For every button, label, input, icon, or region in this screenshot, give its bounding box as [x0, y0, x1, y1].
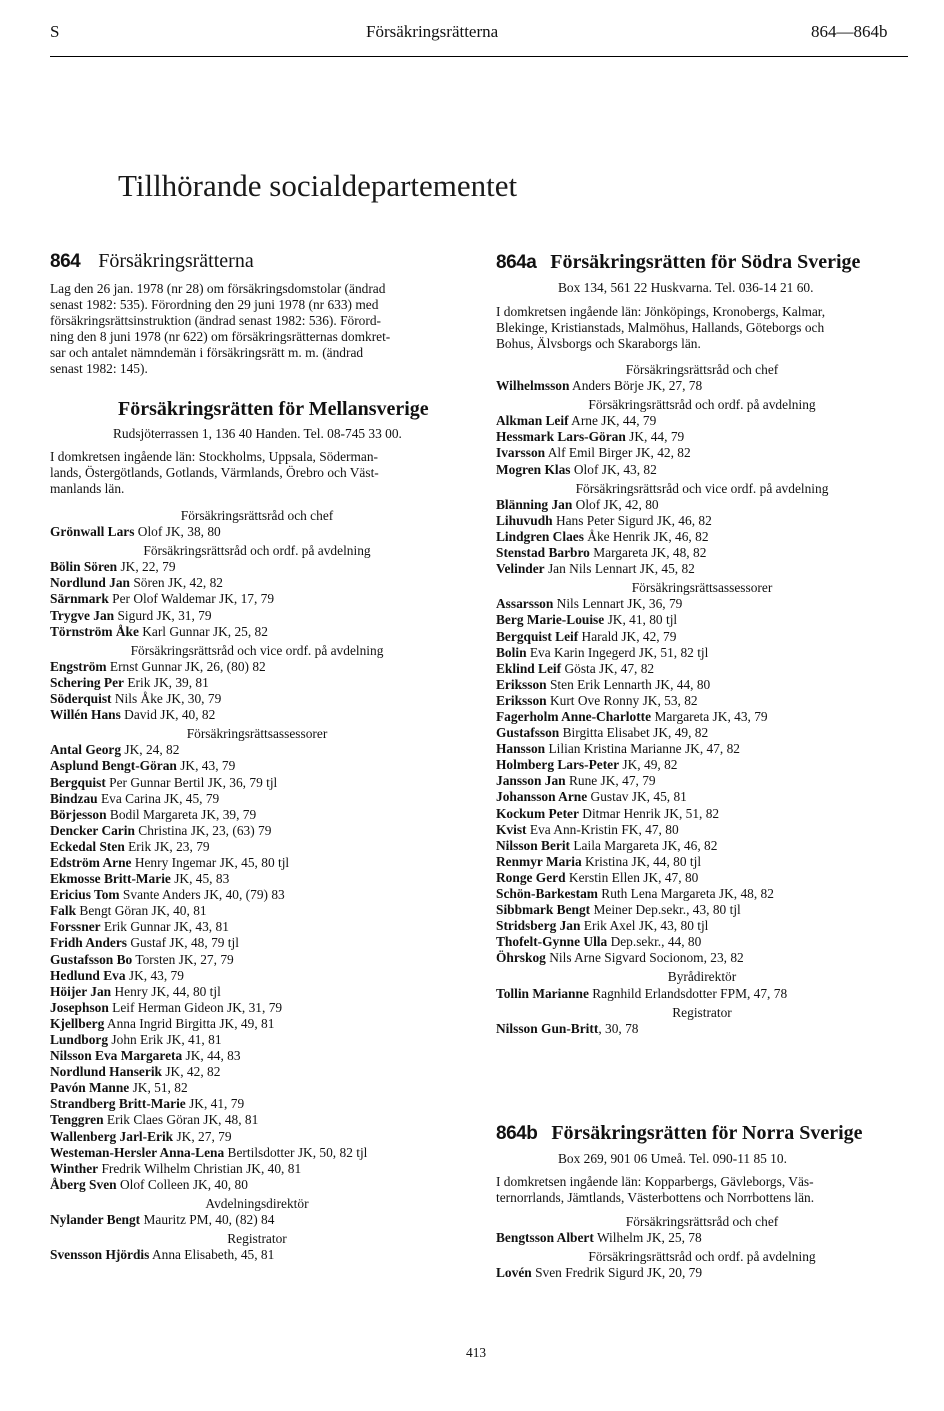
section-864a-number: 864a — [496, 252, 537, 273]
staff-entry-details: Ragnhild Erlandsdotter FPM, 47, 78 — [588, 985, 788, 1001]
staff-entry-name: Kvist — [496, 821, 527, 837]
staff-group — [496, 362, 908, 394]
staff-entry — [50, 659, 464, 675]
staff-entry-details: Dep.sekr., 44, 80 — [607, 934, 702, 950]
staff-entry — [496, 789, 908, 805]
staff-entry-details: Olof Colleen JK, 40, 80 — [116, 1176, 248, 1192]
staff-entry — [50, 807, 464, 823]
staff-entry-name: Johansson Arne — [496, 789, 588, 805]
staff-entry-details: Alf Emil Birger JK, 42, 82 — [545, 445, 691, 461]
mellan-staff — [50, 508, 464, 1266]
staff-group — [50, 726, 464, 1193]
staff-entry-name: Forssner — [50, 919, 101, 935]
staff-entry — [50, 1096, 464, 1112]
staff-entry — [50, 1161, 464, 1177]
staff-entry — [50, 675, 464, 691]
staff-entry — [50, 1016, 464, 1032]
staff-entry-details: Nils Åke JK, 30, 79 — [111, 691, 222, 707]
staff-entry-name: Höijer Jan — [50, 983, 112, 999]
staff-entry-details: Ditmar Henrik JK, 51, 82 — [578, 805, 720, 821]
staff-entry-name: Edström Arne — [50, 854, 132, 870]
staff-entry — [496, 822, 908, 838]
staff-entry-name: Bindzau — [50, 790, 98, 806]
staff-group-title: Försäkringsrättsråd och chef — [625, 1214, 779, 1229]
staff-entry-details: Nils Arne Sigvard Socionom, 23, 82 — [545, 950, 744, 966]
section-864b-title: Försäkringsrätten för Norra Sverige — [551, 1122, 863, 1144]
staff-entry — [496, 545, 908, 561]
staff-entry-name: Blänning Jan — [496, 496, 573, 512]
s864a-district — [496, 304, 908, 352]
staff-entry-details: Åke Henrik JK, 46, 82 — [583, 528, 709, 544]
staff-entry-details: Bodil Margareta JK, 39, 79 — [106, 806, 257, 822]
staff-entry-name: Schön-Barkestam — [496, 886, 598, 901]
staff-group — [50, 543, 464, 640]
staff-entry-details: Rune JK, 47, 79 — [565, 773, 656, 789]
staff-entry — [496, 902, 908, 918]
staff-entry-details: Bertilsdotter JK, 50, 82 tjl — [224, 1144, 368, 1160]
staff-entry-details: Hans Peter Sigurd JK, 46, 82 — [552, 512, 712, 528]
staff-group-title: Försäkringsrättsråd och chef — [180, 508, 334, 523]
staff-group-title: Försäkringsrättsassessorer — [186, 726, 328, 742]
s864a-district-line: I domkretsen ingående län: Jönköpings, Kronobergs, Kalmar, — [496, 304, 826, 319]
staff-entry-name: Stenstad Barbro — [496, 545, 590, 561]
staff-entry — [50, 935, 464, 951]
staff-entry-name: Nylander Bengt — [50, 1212, 141, 1228]
staff-entry-details: Mauritz PM, 40, (82) 84 — [140, 1212, 275, 1228]
staff-entry-name: Söderquist — [50, 691, 112, 707]
staff-group-title: Försäkringsrättsråd och vice ordf. på avdelning — [130, 642, 384, 658]
staff-entry-details: Fredrik Wilhelm Christian JK, 40, 81 — [98, 1160, 302, 1176]
staff-entry-details: , 30, 78 — [598, 1020, 639, 1036]
staff-entry — [496, 870, 908, 886]
staff-entry-name: Ericius Tom — [50, 887, 120, 903]
staff-entry-name: Assarsson — [496, 596, 554, 612]
staff-entry — [496, 741, 908, 757]
staff-entry-name: Svensson Hjördis — [50, 1247, 150, 1263]
staff-entry-details: Wilhelm JK, 25, 78 — [593, 1230, 702, 1246]
staff-entry — [496, 950, 908, 966]
section-864-intro-line: senast 1982: 535). Förordning den 29 juni 1978 (nr 633) med — [50, 297, 379, 312]
staff-entry-details: John Erik JK, 41, 81 — [108, 1032, 222, 1047]
staff-group — [50, 1196, 464, 1228]
staff-group — [50, 1231, 464, 1263]
running-header-title: Försäkringsrätterna — [366, 22, 499, 41]
staff-group-title: Försäkringsrättsråd och chef — [625, 362, 779, 377]
staff-entry-name: Willén Hans — [50, 707, 121, 723]
staff-entry-details: JK, 44, 79 — [625, 429, 685, 445]
staff-entry-name: Nilsson Berit — [496, 837, 571, 853]
staff-entry — [496, 986, 908, 1002]
staff-entry-name: Ekmosse Britt-Marie — [50, 871, 171, 887]
staff-entry-details: Sten Erik Lennarth JK, 44, 80 — [546, 676, 711, 692]
staff-entry — [496, 497, 908, 513]
section-864b-heading — [496, 1122, 863, 1145]
staff-entry-details: Olof JK, 42, 80 — [572, 496, 659, 512]
staff-entry — [496, 529, 908, 545]
staff-entry-details: JK, 44, 83 — [182, 1048, 241, 1064]
staff-entry-name: Nordlund Hanserik — [50, 1064, 162, 1080]
page-number: 413 — [466, 1345, 487, 1360]
staff-entry-name: Bergquist Leif — [496, 628, 579, 644]
staff-entry-details: Sören JK, 42, 82 — [130, 575, 224, 591]
mellan-district-line: I domkretsen ingående län: Stockholms, Uppsala, Söderman- — [50, 449, 378, 464]
staff-entry — [50, 775, 464, 791]
staff-entry — [50, 1080, 464, 1096]
staff-entry-details: Ernst Gunnar JK, 26, (80) 82 — [106, 658, 266, 674]
staff-entry-details: Erik JK, 39, 81 — [124, 674, 209, 690]
staff-entry-name: Asplund Bengt-Göran — [50, 758, 177, 774]
section-864-number: 864 — [50, 251, 81, 272]
staff-entry — [496, 629, 908, 645]
staff-entry-details: Margareta JK, 43, 79 — [651, 708, 768, 724]
staff-entry-name: Bölin Sören — [50, 559, 118, 575]
staff-entry — [496, 429, 908, 445]
section-864-intro-line: sar och antalet nämndemän i försäkringsrätt m. m. (ändrad — [50, 345, 364, 360]
mellan-district-line: lands, Östergötlands, Gotlands, Värmlands, Örebro och Väst- — [50, 465, 379, 480]
staff-entry — [50, 903, 464, 919]
section-864-intro-line: försäkringsrättsinstruktion (ändrad senast 1982: 536). Förord- — [50, 313, 381, 328]
s864a-district-line: Bohus, Älvsborgs och Skaraborgs län. — [496, 336, 701, 351]
staff-entry — [50, 919, 464, 935]
staff-entry-name: Stridsberg Jan — [496, 918, 581, 934]
staff-entry-name: Eriksson — [496, 692, 547, 708]
staff-entry — [496, 677, 908, 693]
staff-entry-name: Wallenberg Jarl-Erik — [50, 1128, 174, 1144]
staff-entry-name: Öhrskog — [496, 950, 546, 966]
staff-entry-name: Velinder — [496, 561, 545, 577]
staff-entry-details: Per Gunnar Bertil JK, 36, 79 tjl — [105, 774, 278, 790]
staff-entry-name: Kockum Peter — [496, 805, 579, 821]
running-header-pages: 864—864b — [811, 22, 888, 41]
staff-entry-details: Sigurd JK, 31, 79 — [114, 607, 212, 623]
staff-entry-details: Kurt Ove Ronny JK, 53, 82 — [546, 692, 698, 708]
staff-group — [50, 508, 464, 540]
staff-entry-details: Nils Lennart JK, 36, 79 — [553, 596, 683, 612]
staff-entry-details: JK, 41, 79 — [185, 1096, 245, 1112]
staff-entry-name: Ronge Gerd — [496, 869, 566, 885]
staff-entry — [50, 1145, 464, 1161]
staff-group — [496, 397, 908, 477]
staff-entry-name: Josephson — [50, 999, 109, 1015]
staff-entry-details: Henry JK, 44, 80 tjl — [111, 983, 221, 999]
staff-entry — [50, 823, 464, 839]
staff-entry-details: Arne JK, 44, 79 — [568, 413, 657, 429]
section-864-heading — [50, 250, 254, 273]
staff-entry-name: Jansson Jan — [496, 773, 566, 789]
section-864-intro-line: Lag den 26 jan. 1978 (nr 28) om försäkringsdomstolar (ändrad — [50, 281, 386, 296]
staff-entry-details: Laila Margareta JK, 46, 82 — [570, 837, 718, 853]
staff-entry-details: Eva Carina JK, 45, 79 — [97, 790, 220, 806]
staff-entry — [50, 1112, 464, 1128]
staff-group — [496, 481, 908, 578]
staff-entry-name: Schering Per — [50, 674, 125, 690]
mellan-district — [50, 449, 464, 497]
staff-entry-name: Grönwall Lars — [50, 524, 135, 540]
staff-entry-details: Erik Claes Göran JK, 48, 81 — [103, 1112, 259, 1128]
staff-entry-name: Eriksson — [496, 676, 547, 692]
staff-entry — [496, 838, 908, 854]
staff-entry-name: Sibbmark Bengt — [496, 902, 591, 918]
mellan-address: Rudsjöterrassen 1, 136 40 Handen. Tel. 08-745 33 00. — [113, 426, 402, 441]
staff-entry — [50, 591, 464, 607]
staff-group — [496, 1249, 908, 1281]
staff-entry — [50, 855, 464, 871]
staff-entry-details: Per Olof Waldemar JK, 17, 79 — [108, 591, 275, 607]
staff-entry-name: Ivarsson — [496, 445, 546, 461]
staff-entry — [496, 854, 908, 870]
staff-entry-name: Trygve Jan — [50, 607, 115, 623]
staff-entry-name: Winther — [50, 1160, 99, 1176]
staff-entry — [50, 968, 464, 984]
staff-entry-name: Nilsson Eva Margareta — [50, 1048, 183, 1064]
staff-entry-name: Westeman-Hersler Anna-Lena — [50, 1144, 225, 1160]
staff-entry — [496, 661, 908, 677]
section-864-intro-line: ning den 8 juni 1978 (nr 622) om försäkringsrätternas domkret- — [50, 329, 391, 344]
staff-entry-name: Tenggren — [50, 1112, 104, 1128]
staff-entry-name: Holmberg Lars-Peter — [496, 757, 620, 773]
s864b-staff — [496, 1214, 908, 1284]
staff-entry-name: Hedlund Eva — [50, 967, 126, 983]
staff-entry-details: Anders Börje JK, 27, 78 — [569, 378, 703, 394]
staff-group — [496, 969, 908, 1001]
staff-entry-details: Henry Ingemar JK, 45, 80 tjl — [131, 854, 290, 870]
staff-entry — [50, 839, 464, 855]
staff-entry-name: Nilsson Gun-Britt — [496, 1020, 599, 1036]
staff-entry — [50, 871, 464, 887]
staff-entry — [496, 413, 908, 429]
staff-entry — [50, 559, 464, 575]
staff-entry — [50, 1064, 464, 1080]
staff-entry-name: Särnmark — [50, 591, 109, 607]
section-864a-title: Försäkringsrätten för Södra Sverige — [550, 251, 861, 273]
staff-entry-name: Bolin — [496, 644, 527, 660]
staff-entry-name: Berg Marie-Louise — [496, 612, 605, 628]
s864a-district-line: Blekinge, Kristianstads, Malmöhus, Hallands, Göteborgs och — [496, 320, 825, 335]
staff-entry-name: Pavón Manne — [50, 1080, 130, 1096]
section-864-title: Försäkringsrätterna — [98, 250, 254, 272]
staff-entry — [496, 693, 908, 709]
staff-entry — [50, 791, 464, 807]
staff-entry-name: Thofelt-Gynne Ulla — [496, 934, 608, 950]
staff-entry — [496, 709, 908, 725]
staff-entry — [496, 378, 908, 394]
staff-entry-details: Erik JK, 23, 79 — [124, 838, 210, 854]
staff-entry-details: Erik Gunnar JK, 43, 81 — [100, 919, 229, 935]
staff-entry — [50, 1212, 464, 1228]
staff-entry-details: Eva Ann-Kristin FK, 47, 80 — [526, 821, 679, 837]
staff-entry-name: Eckedal Sten — [50, 838, 125, 854]
staff-entry-details: Jan Nils Lennart JK, 45, 82 — [544, 561, 695, 577]
staff-entry-details: JK, 41, 80 tjl — [604, 612, 678, 628]
staff-entry-details: JK, 27, 79 — [173, 1128, 232, 1144]
staff-entry — [496, 806, 908, 822]
staff-entry — [496, 725, 908, 741]
mellan-title: Försäkringsrätten för Mellansverige — [118, 398, 429, 420]
staff-entry-details: JK, 49, 82 — [619, 757, 678, 773]
staff-entry-name: Nordlund Jan — [50, 575, 131, 591]
section-864b-number: 864b — [496, 1123, 538, 1144]
staff-entry-details: Kerstin Ellen JK, 47, 80 — [565, 869, 699, 885]
staff-entry-details: JK, 45, 83 — [170, 871, 230, 887]
staff-entry-name: Bergquist — [50, 774, 106, 790]
staff-entry — [50, 608, 464, 624]
staff-entry-details: Christina JK, 23, (63) 79 — [134, 822, 272, 838]
staff-entry-details: Karl Gunnar JK, 25, 82 — [138, 623, 268, 639]
staff-entry-name: Lundborg — [50, 1032, 109, 1047]
staff-group — [496, 1005, 908, 1037]
staff-entry — [496, 1265, 908, 1281]
running-header-left: S — [50, 22, 60, 41]
staff-entry — [50, 1247, 464, 1263]
staff-entry — [50, 524, 464, 540]
staff-group — [496, 1214, 908, 1246]
staff-entry-details: David JK, 40, 82 — [120, 707, 216, 723]
staff-entry — [496, 934, 908, 950]
mellan-district-line: manlands län. — [50, 481, 125, 496]
staff-entry-name: Åberg Sven — [50, 1176, 117, 1192]
staff-group-title: Registrator — [672, 1004, 732, 1020]
staff-group-title: Försäkringsrättsråd och ordf. på avdelning — [588, 397, 816, 413]
staff-entry — [496, 645, 908, 661]
staff-group — [496, 580, 908, 966]
section-864-intro-line: senast 1982: 145). — [50, 361, 148, 376]
staff-entry-name: Dencker Carin — [50, 822, 135, 838]
staff-entry — [50, 575, 464, 591]
staff-entry — [496, 918, 908, 934]
staff-entry-details: Margareta JK, 48, 82 — [589, 545, 707, 561]
staff-entry-name: Tollin Marianne — [496, 985, 589, 1001]
staff-group-title: Försäkringsrättsassessorer — [631, 580, 773, 596]
staff-entry — [50, 1032, 464, 1048]
staff-entry — [50, 624, 464, 640]
staff-entry-details: JK, 42, 82 — [162, 1064, 221, 1080]
staff-entry-details: Leif Herman Gideon JK, 31, 79 — [108, 999, 283, 1015]
staff-entry — [50, 742, 464, 758]
s864b-district — [496, 1174, 908, 1206]
staff-entry-details: Anna Ingrid Birgitta JK, 49, 81 — [104, 1015, 275, 1031]
staff-entry-name: Kjellberg — [50, 1015, 105, 1031]
staff-entry — [496, 1230, 908, 1246]
staff-entry — [496, 513, 908, 529]
staff-entry-name: Mogren Klas — [496, 461, 571, 477]
staff-group-title: Byrådirektör — [667, 969, 737, 985]
staff-entry — [50, 952, 464, 968]
staff-group-title: Försäkringsrättsråd och ordf. på avdelning — [143, 543, 371, 559]
staff-entry — [496, 886, 908, 902]
staff-entry-name: Hessmark Lars-Göran — [496, 429, 626, 445]
staff-entry — [496, 773, 908, 789]
staff-entry-details: Gustav JK, 45, 81 — [587, 789, 687, 805]
staff-entry-name: Hansson — [496, 741, 546, 757]
staff-entry-details: Sven Fredrik Sigurd JK, 20, 79 — [531, 1265, 703, 1281]
staff-group-title: Avdelningsdirektör — [205, 1195, 309, 1211]
staff-entry — [496, 445, 908, 461]
staff-entry-details: Harald JK, 42, 79 — [578, 628, 677, 644]
section-864-intro — [50, 281, 464, 377]
staff-group-title: Registrator — [227, 1231, 287, 1247]
staff-entry-name: Engström — [50, 658, 107, 674]
staff-entry-details: Eva Karin Ingegerd JK, 51, 82 tjl — [526, 644, 709, 660]
s864b-district-line: I domkretsen ingående län: Kopparbergs, Gävleborgs, Väs- — [496, 1174, 814, 1189]
staff-group — [50, 643, 464, 723]
staff-entry — [496, 596, 908, 612]
staff-entry-details: JK, 43, 79 — [125, 967, 184, 983]
staff-entry — [50, 1048, 464, 1064]
staff-entry-details: Torsten JK, 27, 79 — [132, 951, 234, 967]
staff-entry — [50, 707, 464, 723]
staff-entry-name: Lovén — [496, 1265, 532, 1281]
staff-entry — [50, 691, 464, 707]
staff-entry-name: Antal Georg — [50, 742, 122, 758]
staff-entry-name: Gustafsson Bo — [50, 951, 133, 967]
staff-entry — [496, 462, 908, 478]
staff-entry — [496, 612, 908, 628]
staff-entry-name: Strandberg Britt-Marie — [50, 1096, 186, 1112]
staff-entry — [50, 984, 464, 1000]
staff-entry-name: Gustafsson — [496, 725, 560, 741]
staff-entry-details: JK, 51, 82 — [129, 1080, 188, 1096]
staff-entry-details: Meiner Dep.sekr., 43, 80 tjl — [590, 902, 741, 918]
staff-entry-details: Gustaf JK, 48, 79 tjl — [127, 935, 239, 951]
s864b-address: Box 269, 901 06 Umeå. Tel. 090-11 85 10. — [558, 1151, 787, 1166]
staff-entry-details: Gösta JK, 47, 82 — [561, 660, 655, 676]
staff-entry-details: Bengt Göran JK, 40, 81 — [76, 903, 207, 919]
staff-entry-details: Svante Anders JK, 40, (79) 83 — [119, 887, 285, 903]
s864a-staff — [496, 362, 908, 1040]
staff-entry-name: Börjesson — [50, 806, 107, 822]
staff-entry-name: Bengtsson Albert — [496, 1230, 594, 1246]
staff-entry-details: Erik Axel JK, 43, 80 tjl — [580, 918, 709, 934]
header-rule — [50, 56, 908, 57]
staff-entry — [496, 561, 908, 577]
section-864a-heading — [496, 251, 860, 274]
staff-entry-name: Falk — [50, 903, 77, 919]
staff-entry-name: Lindgren Claes — [496, 528, 584, 544]
staff-entry-details: JK, 22, 79 — [117, 559, 176, 575]
staff-entry — [50, 1129, 464, 1145]
staff-entry — [50, 887, 464, 903]
staff-entry — [50, 758, 464, 774]
staff-entry-details: JK, 24, 82 — [121, 742, 180, 758]
staff-entry-details: Olof JK, 38, 80 — [134, 524, 221, 540]
staff-entry-name: Alkman Leif — [496, 413, 569, 429]
staff-entry — [50, 1177, 464, 1193]
staff-entry-name: Fagerholm Anne-Charlotte — [496, 708, 652, 724]
staff-entry-details: Ruth Lena Margareta JK, 48, 82 — [597, 886, 774, 901]
staff-entry-name: Eklind Leif — [496, 660, 562, 676]
staff-entry-details: Anna Elisabeth, 45, 81 — [149, 1247, 275, 1263]
staff-entry-details: Kristina JK, 44, 80 tjl — [581, 853, 702, 869]
staff-entry — [50, 1000, 464, 1016]
staff-entry — [496, 1021, 908, 1037]
staff-entry-name: Fridh Anders — [50, 935, 128, 951]
s864a-address: Box 134, 561 22 Huskvarna. Tel. 036-14 21 60. — [558, 280, 814, 295]
s864b-district-line: ternorrlands, Jämtlands, Västerbottens och Norrbottens län. — [496, 1190, 815, 1205]
staff-entry-name: Renmyr Maria — [496, 853, 582, 869]
staff-entry-details: JK, 43, 79 — [176, 758, 236, 774]
staff-entry-name: Törnström Åke — [50, 623, 139, 639]
staff-entry-name: Wilhelmsson — [496, 378, 570, 394]
staff-entry-details: Birgitta Elisabet JK, 49, 82 — [559, 725, 709, 741]
staff-entry-details: Olof JK, 43, 82 — [570, 461, 657, 477]
staff-entry-details: Lilian Kristina Marianne JK, 47, 82 — [545, 741, 740, 757]
staff-entry-name: Lihuvudh — [496, 512, 553, 528]
staff-group-title: Försäkringsrättsråd och ordf. på avdelning — [588, 1249, 816, 1265]
staff-entry — [496, 757, 908, 773]
staff-group-title: Försäkringsrättsråd och vice ordf. på avdelning — [575, 480, 829, 496]
page-title: Tillhörande socialdepartementet — [118, 168, 518, 203]
